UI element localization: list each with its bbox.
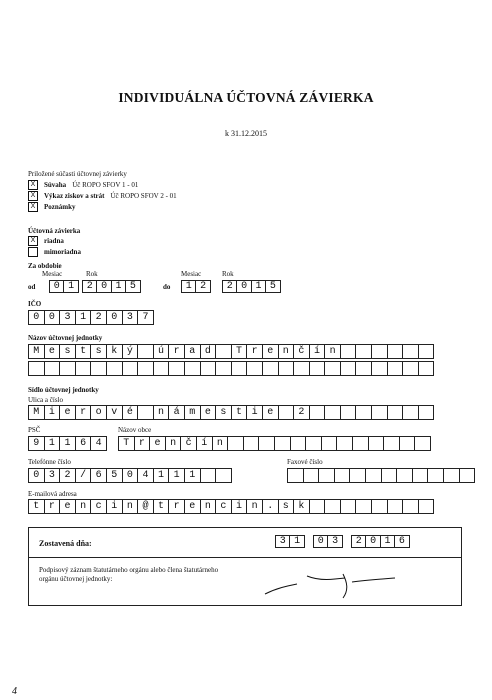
ico-field bbox=[28, 310, 153, 325]
checkbox[interactable]: X bbox=[28, 180, 38, 190]
char-cell bbox=[387, 499, 404, 514]
char-cell: r bbox=[75, 405, 92, 420]
char-cell bbox=[427, 468, 444, 483]
char-cell: c bbox=[215, 499, 232, 514]
char-cell: 1 bbox=[168, 468, 185, 483]
char-cell: e bbox=[184, 499, 201, 514]
char-cell: 1 bbox=[251, 280, 266, 293]
report-date: k 31.12.2015 bbox=[225, 129, 267, 138]
char-cell bbox=[371, 344, 388, 359]
char-cell: s bbox=[90, 344, 107, 359]
char-cell: e bbox=[149, 436, 166, 451]
char-cell: n bbox=[278, 344, 295, 359]
fax-label: Faxové číslo bbox=[287, 458, 323, 466]
char-cell: 1 bbox=[181, 280, 196, 293]
city-field bbox=[118, 436, 430, 451]
char-cell bbox=[303, 468, 320, 483]
checkbox[interactable]: X bbox=[28, 236, 38, 246]
char-cell bbox=[168, 361, 185, 376]
char-cell bbox=[106, 361, 123, 376]
char-cell: e bbox=[59, 405, 76, 420]
divider bbox=[29, 557, 461, 558]
statement-list bbox=[28, 236, 81, 258]
char-cell: n bbox=[122, 499, 139, 514]
char-cell bbox=[418, 361, 435, 376]
char-cell: s bbox=[59, 344, 76, 359]
char-cell bbox=[387, 361, 404, 376]
char-cell: 2 bbox=[59, 468, 76, 483]
char-cell bbox=[355, 361, 372, 376]
char-cell bbox=[399, 436, 416, 451]
from-month bbox=[49, 280, 78, 293]
signature-box bbox=[28, 527, 462, 606]
char-cell: e bbox=[59, 499, 76, 514]
char-cell: k bbox=[106, 344, 123, 359]
char-cell: 2 bbox=[222, 280, 237, 293]
char-cell: n bbox=[212, 436, 229, 451]
char-cell: m bbox=[184, 405, 201, 420]
from-label: od bbox=[28, 283, 36, 291]
attachment-detail: Úč ROPO SFOV 2 - 01 bbox=[110, 192, 177, 200]
char-cell: 0 bbox=[313, 535, 328, 548]
to-month bbox=[181, 280, 210, 293]
char-cell bbox=[340, 361, 357, 376]
char-cell bbox=[137, 344, 154, 359]
char-cell: 0 bbox=[49, 280, 64, 293]
char-cell bbox=[402, 499, 419, 514]
char-cell: i bbox=[246, 405, 263, 420]
char-cell bbox=[371, 361, 388, 376]
char-cell bbox=[318, 468, 335, 483]
statement-item bbox=[28, 236, 81, 246]
char-cell: 1 bbox=[75, 310, 92, 325]
char-cell: 2 bbox=[195, 280, 210, 293]
char-cell: 3 bbox=[44, 468, 61, 483]
char-cell: s bbox=[278, 499, 295, 514]
char-cell bbox=[278, 361, 295, 376]
char-cell bbox=[412, 468, 429, 483]
psc-field bbox=[28, 436, 106, 451]
char-cell bbox=[215, 361, 232, 376]
to-label: do bbox=[163, 283, 171, 291]
char-cell bbox=[278, 405, 295, 420]
psc-label: PSČ bbox=[28, 426, 41, 434]
compiled-year bbox=[351, 535, 409, 548]
char-cell bbox=[321, 436, 338, 451]
char-cell bbox=[184, 361, 201, 376]
char-cell bbox=[336, 436, 353, 451]
ico-label: IČO bbox=[28, 300, 42, 308]
char-cell: 9 bbox=[28, 436, 45, 451]
attachment-item bbox=[28, 202, 177, 212]
char-cell: 0 bbox=[365, 535, 380, 548]
page-title: INDIVIDUÁLNA ÚČTOVNÁ ZÁVIERKA bbox=[118, 90, 374, 105]
fax-field bbox=[287, 468, 474, 483]
char-cell: t bbox=[75, 344, 92, 359]
char-cell bbox=[365, 468, 382, 483]
char-cell: 5 bbox=[265, 280, 280, 293]
char-cell: 3 bbox=[275, 535, 290, 548]
char-cell: M bbox=[28, 344, 45, 359]
char-cell: T bbox=[118, 436, 135, 451]
attachments-heading: Priložené súčasti účtovnej závierky bbox=[28, 170, 127, 178]
char-cell bbox=[402, 344, 419, 359]
to-year bbox=[222, 280, 280, 293]
char-cell: n bbox=[200, 499, 217, 514]
footer-mark: 4 bbox=[12, 686, 17, 697]
attachment-label: Súvaha bbox=[44, 181, 67, 189]
char-cell: v bbox=[106, 405, 123, 420]
char-cell: n bbox=[165, 436, 182, 451]
to-month-label: Mesiac bbox=[181, 270, 202, 278]
from-month-label: Mesiac bbox=[42, 270, 63, 278]
char-cell bbox=[293, 361, 310, 376]
signature bbox=[257, 566, 397, 602]
phone-field bbox=[28, 468, 231, 483]
char-cell: 1 bbox=[153, 468, 170, 483]
period-heading: Za obdobie bbox=[28, 262, 62, 270]
compiled-month bbox=[313, 535, 342, 548]
char-cell: ú bbox=[153, 344, 170, 359]
char-cell: 6 bbox=[394, 535, 409, 548]
char-cell: í bbox=[309, 344, 326, 359]
char-cell: 2 bbox=[293, 405, 310, 420]
street-field bbox=[28, 405, 433, 420]
char-cell: 1 bbox=[59, 436, 76, 451]
char-cell: @ bbox=[137, 499, 154, 514]
char-cell: 1 bbox=[44, 436, 61, 451]
char-cell bbox=[309, 361, 326, 376]
char-cell bbox=[383, 436, 400, 451]
checkbox[interactable]: X bbox=[28, 191, 38, 201]
char-cell: M bbox=[28, 405, 45, 420]
char-cell: 1 bbox=[111, 280, 126, 293]
char-cell bbox=[334, 468, 351, 483]
char-cell bbox=[287, 468, 304, 483]
char-cell bbox=[459, 468, 476, 483]
char-cell bbox=[290, 436, 307, 451]
char-cell: r bbox=[168, 499, 185, 514]
char-cell: 5 bbox=[125, 280, 140, 293]
char-cell bbox=[387, 344, 404, 359]
attachments-list bbox=[28, 180, 177, 213]
char-cell bbox=[59, 361, 76, 376]
char-cell bbox=[355, 499, 372, 514]
char-cell: e bbox=[262, 405, 279, 420]
char-cell: n bbox=[246, 499, 263, 514]
char-cell: 1 bbox=[63, 280, 78, 293]
char-cell bbox=[418, 344, 435, 359]
char-cell: r bbox=[246, 344, 263, 359]
statement-item bbox=[28, 247, 81, 257]
char-cell: 3 bbox=[122, 310, 139, 325]
street-label: Ulica a číslo bbox=[28, 396, 63, 404]
char-cell bbox=[368, 436, 385, 451]
char-cell bbox=[200, 468, 217, 483]
char-cell bbox=[309, 499, 326, 514]
char-cell bbox=[215, 468, 232, 483]
char-cell: e bbox=[200, 405, 217, 420]
char-cell: č bbox=[293, 344, 310, 359]
char-cell: 6 bbox=[90, 468, 107, 483]
char-cell: 0 bbox=[28, 310, 45, 325]
char-cell bbox=[371, 405, 388, 420]
char-cell bbox=[246, 361, 263, 376]
char-cell bbox=[274, 436, 291, 451]
char-cell bbox=[258, 436, 275, 451]
char-cell bbox=[324, 361, 341, 376]
statement-heading: Účtovná závierka bbox=[28, 227, 81, 235]
char-cell: 0 bbox=[44, 310, 61, 325]
char-cell: r bbox=[44, 499, 61, 514]
unit-name-row-2 bbox=[28, 361, 433, 376]
char-cell: i bbox=[106, 499, 123, 514]
char-cell: 0 bbox=[106, 310, 123, 325]
address-heading: Sídlo účtovnej jednotky bbox=[28, 386, 99, 394]
statement-label: mimoriadna bbox=[44, 248, 81, 256]
char-cell: č bbox=[180, 436, 197, 451]
char-cell: s bbox=[215, 405, 232, 420]
char-cell bbox=[381, 468, 398, 483]
char-cell bbox=[396, 468, 413, 483]
checkbox[interactable] bbox=[28, 247, 38, 257]
char-cell: 4 bbox=[137, 468, 154, 483]
statement-label: riadna bbox=[44, 237, 64, 245]
char-cell: i bbox=[231, 499, 248, 514]
char-cell bbox=[200, 361, 217, 376]
attachment-label: Poznámky bbox=[44, 203, 76, 211]
char-cell bbox=[324, 499, 341, 514]
char-cell bbox=[28, 361, 45, 376]
unit-name-row-1 bbox=[28, 344, 433, 359]
char-cell bbox=[340, 344, 357, 359]
char-cell: n bbox=[324, 344, 341, 359]
char-cell bbox=[137, 361, 154, 376]
compiled-day bbox=[275, 535, 304, 548]
char-cell: 6 bbox=[75, 436, 92, 451]
char-cell: 1 bbox=[184, 468, 201, 483]
char-cell bbox=[414, 436, 431, 451]
email-field bbox=[28, 499, 433, 514]
char-cell: 0 bbox=[96, 280, 111, 293]
char-cell bbox=[387, 405, 404, 420]
phone-label: Telefónne číslo bbox=[28, 458, 71, 466]
char-cell: o bbox=[90, 405, 107, 420]
char-cell bbox=[137, 405, 154, 420]
char-cell bbox=[324, 405, 341, 420]
from-year bbox=[82, 280, 140, 293]
char-cell bbox=[443, 468, 460, 483]
char-cell: 0 bbox=[28, 468, 45, 483]
char-cell: 4 bbox=[90, 436, 107, 451]
to-year-label: Rok bbox=[222, 270, 234, 278]
char-cell: é bbox=[122, 405, 139, 420]
char-cell bbox=[231, 361, 248, 376]
char-cell bbox=[305, 436, 322, 451]
char-cell bbox=[243, 436, 260, 451]
char-cell: ý bbox=[122, 344, 139, 359]
char-cell bbox=[215, 344, 232, 359]
char-cell: c bbox=[90, 499, 107, 514]
attachment-item bbox=[28, 191, 177, 201]
char-cell: 1 bbox=[380, 535, 395, 548]
char-cell: 2 bbox=[351, 535, 366, 548]
char-cell bbox=[418, 405, 435, 420]
char-cell: r bbox=[168, 344, 185, 359]
char-cell bbox=[309, 405, 326, 420]
char-cell bbox=[44, 361, 61, 376]
char-cell bbox=[90, 361, 107, 376]
unit-name-label: Názov účtovnej jednotky bbox=[28, 334, 103, 342]
char-cell: n bbox=[153, 405, 170, 420]
char-cell bbox=[402, 361, 419, 376]
char-cell: T bbox=[231, 344, 248, 359]
char-cell bbox=[75, 361, 92, 376]
char-cell bbox=[402, 405, 419, 420]
char-cell bbox=[227, 436, 244, 451]
char-cell: 2 bbox=[90, 310, 107, 325]
char-cell bbox=[122, 361, 139, 376]
char-cell bbox=[371, 499, 388, 514]
char-cell: 7 bbox=[137, 310, 154, 325]
char-cell: 0 bbox=[236, 280, 251, 293]
char-cell bbox=[349, 468, 366, 483]
attachment-item bbox=[28, 180, 177, 190]
char-cell: í bbox=[196, 436, 213, 451]
checkbox[interactable]: X bbox=[28, 202, 38, 212]
email-label: E-mailová adresa bbox=[28, 490, 77, 498]
char-cell bbox=[418, 499, 435, 514]
char-cell: / bbox=[75, 468, 92, 483]
char-cell: r bbox=[134, 436, 151, 451]
char-cell: 1 bbox=[289, 535, 304, 548]
char-cell: k bbox=[293, 499, 310, 514]
char-cell: e bbox=[44, 344, 61, 359]
char-cell bbox=[153, 361, 170, 376]
char-cell: i bbox=[44, 405, 61, 420]
from-year-label: Rok bbox=[86, 270, 98, 278]
char-cell bbox=[262, 361, 279, 376]
signature-label: Podpisový záznam štatutárneho orgánu alebo člena štatutárneho orgánu účtovnej jednotky: bbox=[39, 566, 219, 583]
char-cell: e bbox=[262, 344, 279, 359]
compiled-label: Zostavená dňa: bbox=[39, 539, 92, 548]
char-cell: t bbox=[153, 499, 170, 514]
attachment-detail: Úč ROPO SFOV 1 - 01 bbox=[72, 181, 139, 189]
char-cell: 2 bbox=[82, 280, 97, 293]
char-cell: 3 bbox=[59, 310, 76, 325]
char-cell: 3 bbox=[327, 535, 342, 548]
char-cell: a bbox=[184, 344, 201, 359]
char-cell: t bbox=[28, 499, 45, 514]
char-cell: n bbox=[75, 499, 92, 514]
char-cell: 0 bbox=[122, 468, 139, 483]
char-cell: 5 bbox=[106, 468, 123, 483]
char-cell: á bbox=[168, 405, 185, 420]
attachment-label: Výkaz ziskov a strát bbox=[44, 192, 105, 200]
char-cell bbox=[340, 499, 357, 514]
char-cell bbox=[352, 436, 369, 451]
char-cell: t bbox=[231, 405, 248, 420]
char-cell: d bbox=[200, 344, 217, 359]
char-cell bbox=[340, 405, 357, 420]
city-label: Názov obce bbox=[118, 426, 152, 434]
char-cell bbox=[355, 405, 372, 420]
char-cell: . bbox=[262, 499, 279, 514]
char-cell bbox=[355, 344, 372, 359]
